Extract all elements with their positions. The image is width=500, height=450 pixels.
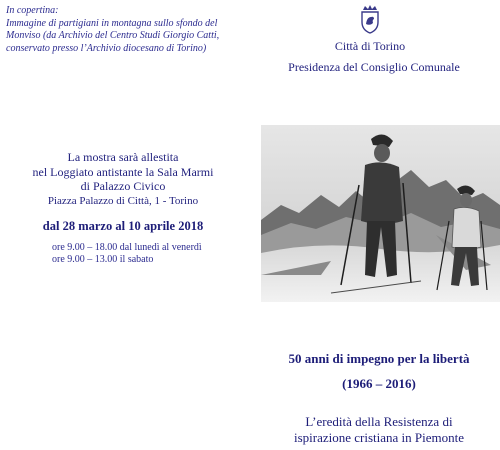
venue-line: di Palazzo Civico [80,179,166,193]
opening-hours [52,242,232,266]
council-name: Presidenza del Consiglio Comunale [288,60,460,74]
hours-saturday: ore 9.00 – 13.00 il sabato [52,254,154,265]
cover-note-line: Immagine di partigiani in montagna sullo sfondo del [6,17,218,29]
subtitle [258,414,500,446]
city-crest-icon [358,4,382,34]
hours-weekdays: ore 9.00 – 18.00 dal lunedì al venerdì [52,242,202,253]
title-years: (1966 – 2016) [342,376,416,391]
exhibition-dates: dal 28 marzo al 10 aprile 2018 [42,219,204,233]
venue-info [18,150,228,208]
cover-note-line: Monviso (da Archivio del Centro Studi Giorgio Catti, [6,30,220,41]
cover-photo [261,125,500,302]
venue-line: nel Loggiato antistante la Sala Marmi [32,164,214,179]
cover-note-line: conservato presso l’Archivio diocesano di Torino) [6,42,207,54]
subtitle-line: L’eredità della Resistenza di [305,414,453,429]
cover-note-heading: In copertina: [6,5,59,16]
main-title: 50 anni di impegno per la libertà [288,351,470,366]
venue-line: La mostra sarà allestita [67,150,179,164]
city-name: Città di Torino [334,39,406,53]
venue-address: Piazza Palazzo di Città, 1 - Torino [47,194,199,207]
subtitle-line: ispirazione cristiana in Piemonte [293,430,465,445]
cover-note [6,5,241,55]
